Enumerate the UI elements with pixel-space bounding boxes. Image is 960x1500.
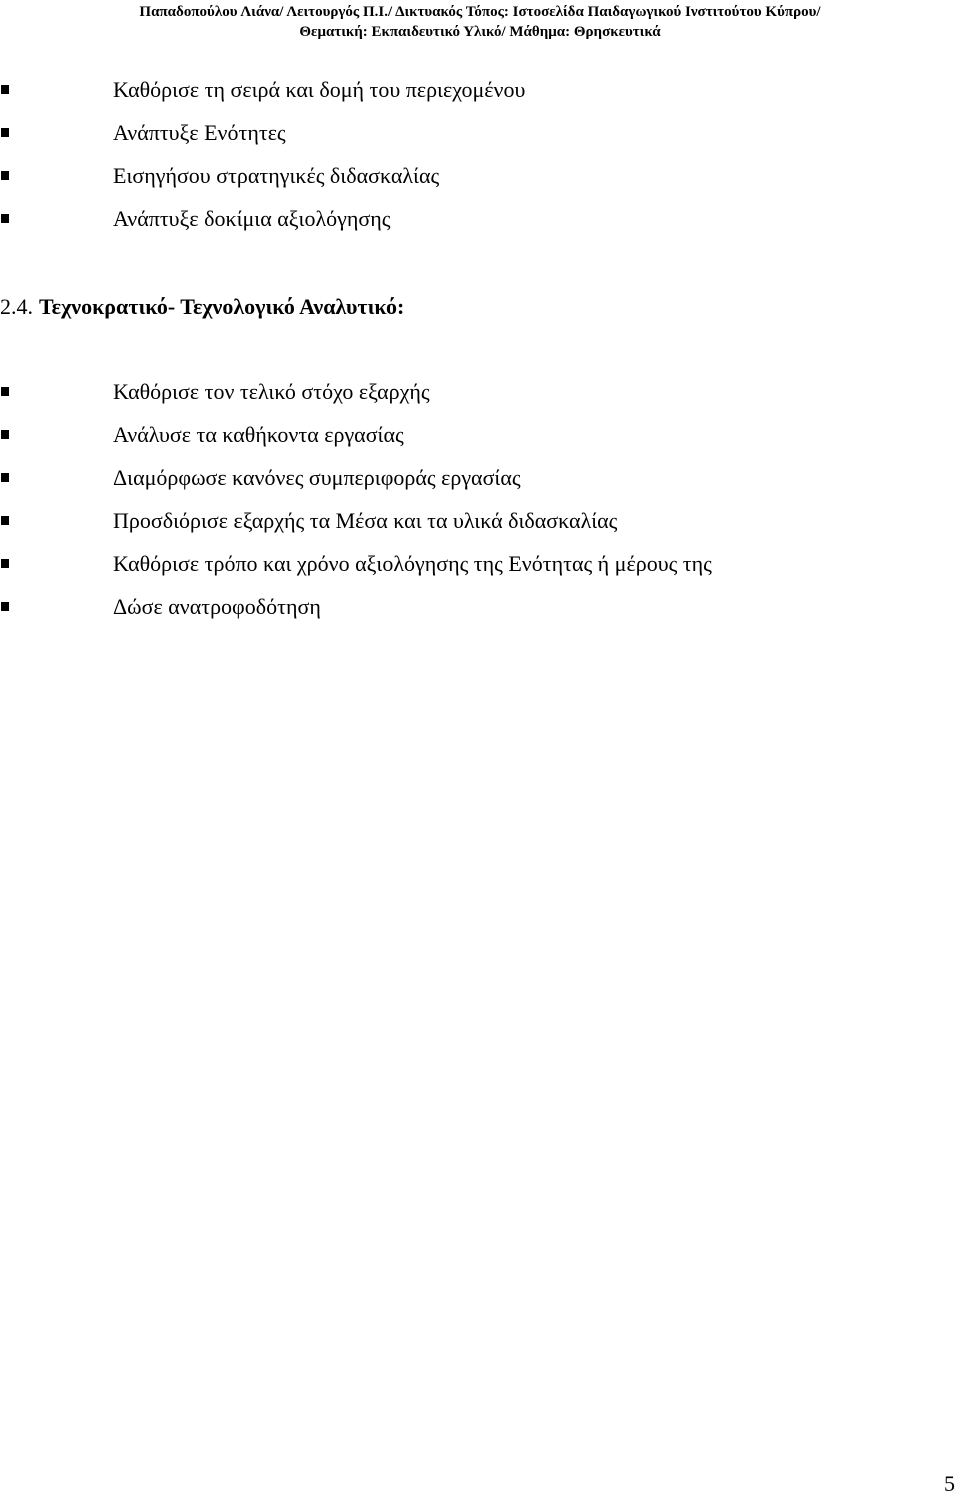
- list-item-text: Εισηγήσου στρατηγικές διδασκαλίας: [113, 163, 440, 188]
- list-item-text: Καθόρισε τρόπο και χρόνο αξιολόγησης της Ενότητας ή μέρους της: [113, 551, 712, 576]
- list-item-text: Ανάλυσε τα καθήκοντα εργασίας: [113, 422, 404, 447]
- square-bullet-icon: [1, 516, 9, 525]
- list-item-text: Προσδιόρισε εξαρχής τα Μέσα και τα υλικά διδασκαλίας: [113, 508, 618, 533]
- list-item-text: Ανάπτυξε Ενότητες: [113, 120, 286, 145]
- page-header: [0, 2, 960, 42]
- section-title: Τεχνοκρατικό- Τεχνολογικό Αναλυτικό:: [39, 294, 405, 319]
- header-line-2: Θεματική: Εκπαιδευτικό Υλικό/ Μάθημα: Θρησκευτικά: [299, 24, 661, 40]
- square-bullet-icon: [1, 128, 9, 137]
- section-heading: [0, 292, 404, 322]
- list-item-text: Καθόρισε τη σειρά και δομή του περιεχομένου: [113, 77, 526, 102]
- list-item-text: Καθόρισε τον τελικό στόχο εξαρχής: [113, 379, 430, 404]
- section-number: 2.4.: [0, 294, 33, 319]
- list-item-text: Διαμόρφωσε κανόνες συμπεριφοράς εργασίας: [113, 465, 521, 490]
- square-bullet-icon: [1, 214, 9, 223]
- square-bullet-icon: [1, 85, 9, 94]
- square-bullet-icon: [1, 602, 9, 611]
- square-bullet-icon: [1, 171, 9, 180]
- header-line-1: Παπαδοπούλου Λιάνα/ Λειτουργός Π.Ι./ Δικτυακός Τόπος: Ιστοσελίδα Παιδαγωγικού Ινστιτούτου Κύπρου/: [139, 4, 821, 20]
- list-item-text: Ανάπτυξε δοκίμια αξιολόγησης: [113, 206, 391, 231]
- square-bullet-icon: [1, 387, 9, 396]
- square-bullet-icon: [1, 473, 9, 482]
- square-bullet-icon: [1, 559, 9, 568]
- square-bullet-icon: [1, 430, 9, 439]
- page-number: 5: [944, 1471, 955, 1496]
- list-item-text: Δώσε ανατροφοδότηση: [113, 594, 321, 619]
